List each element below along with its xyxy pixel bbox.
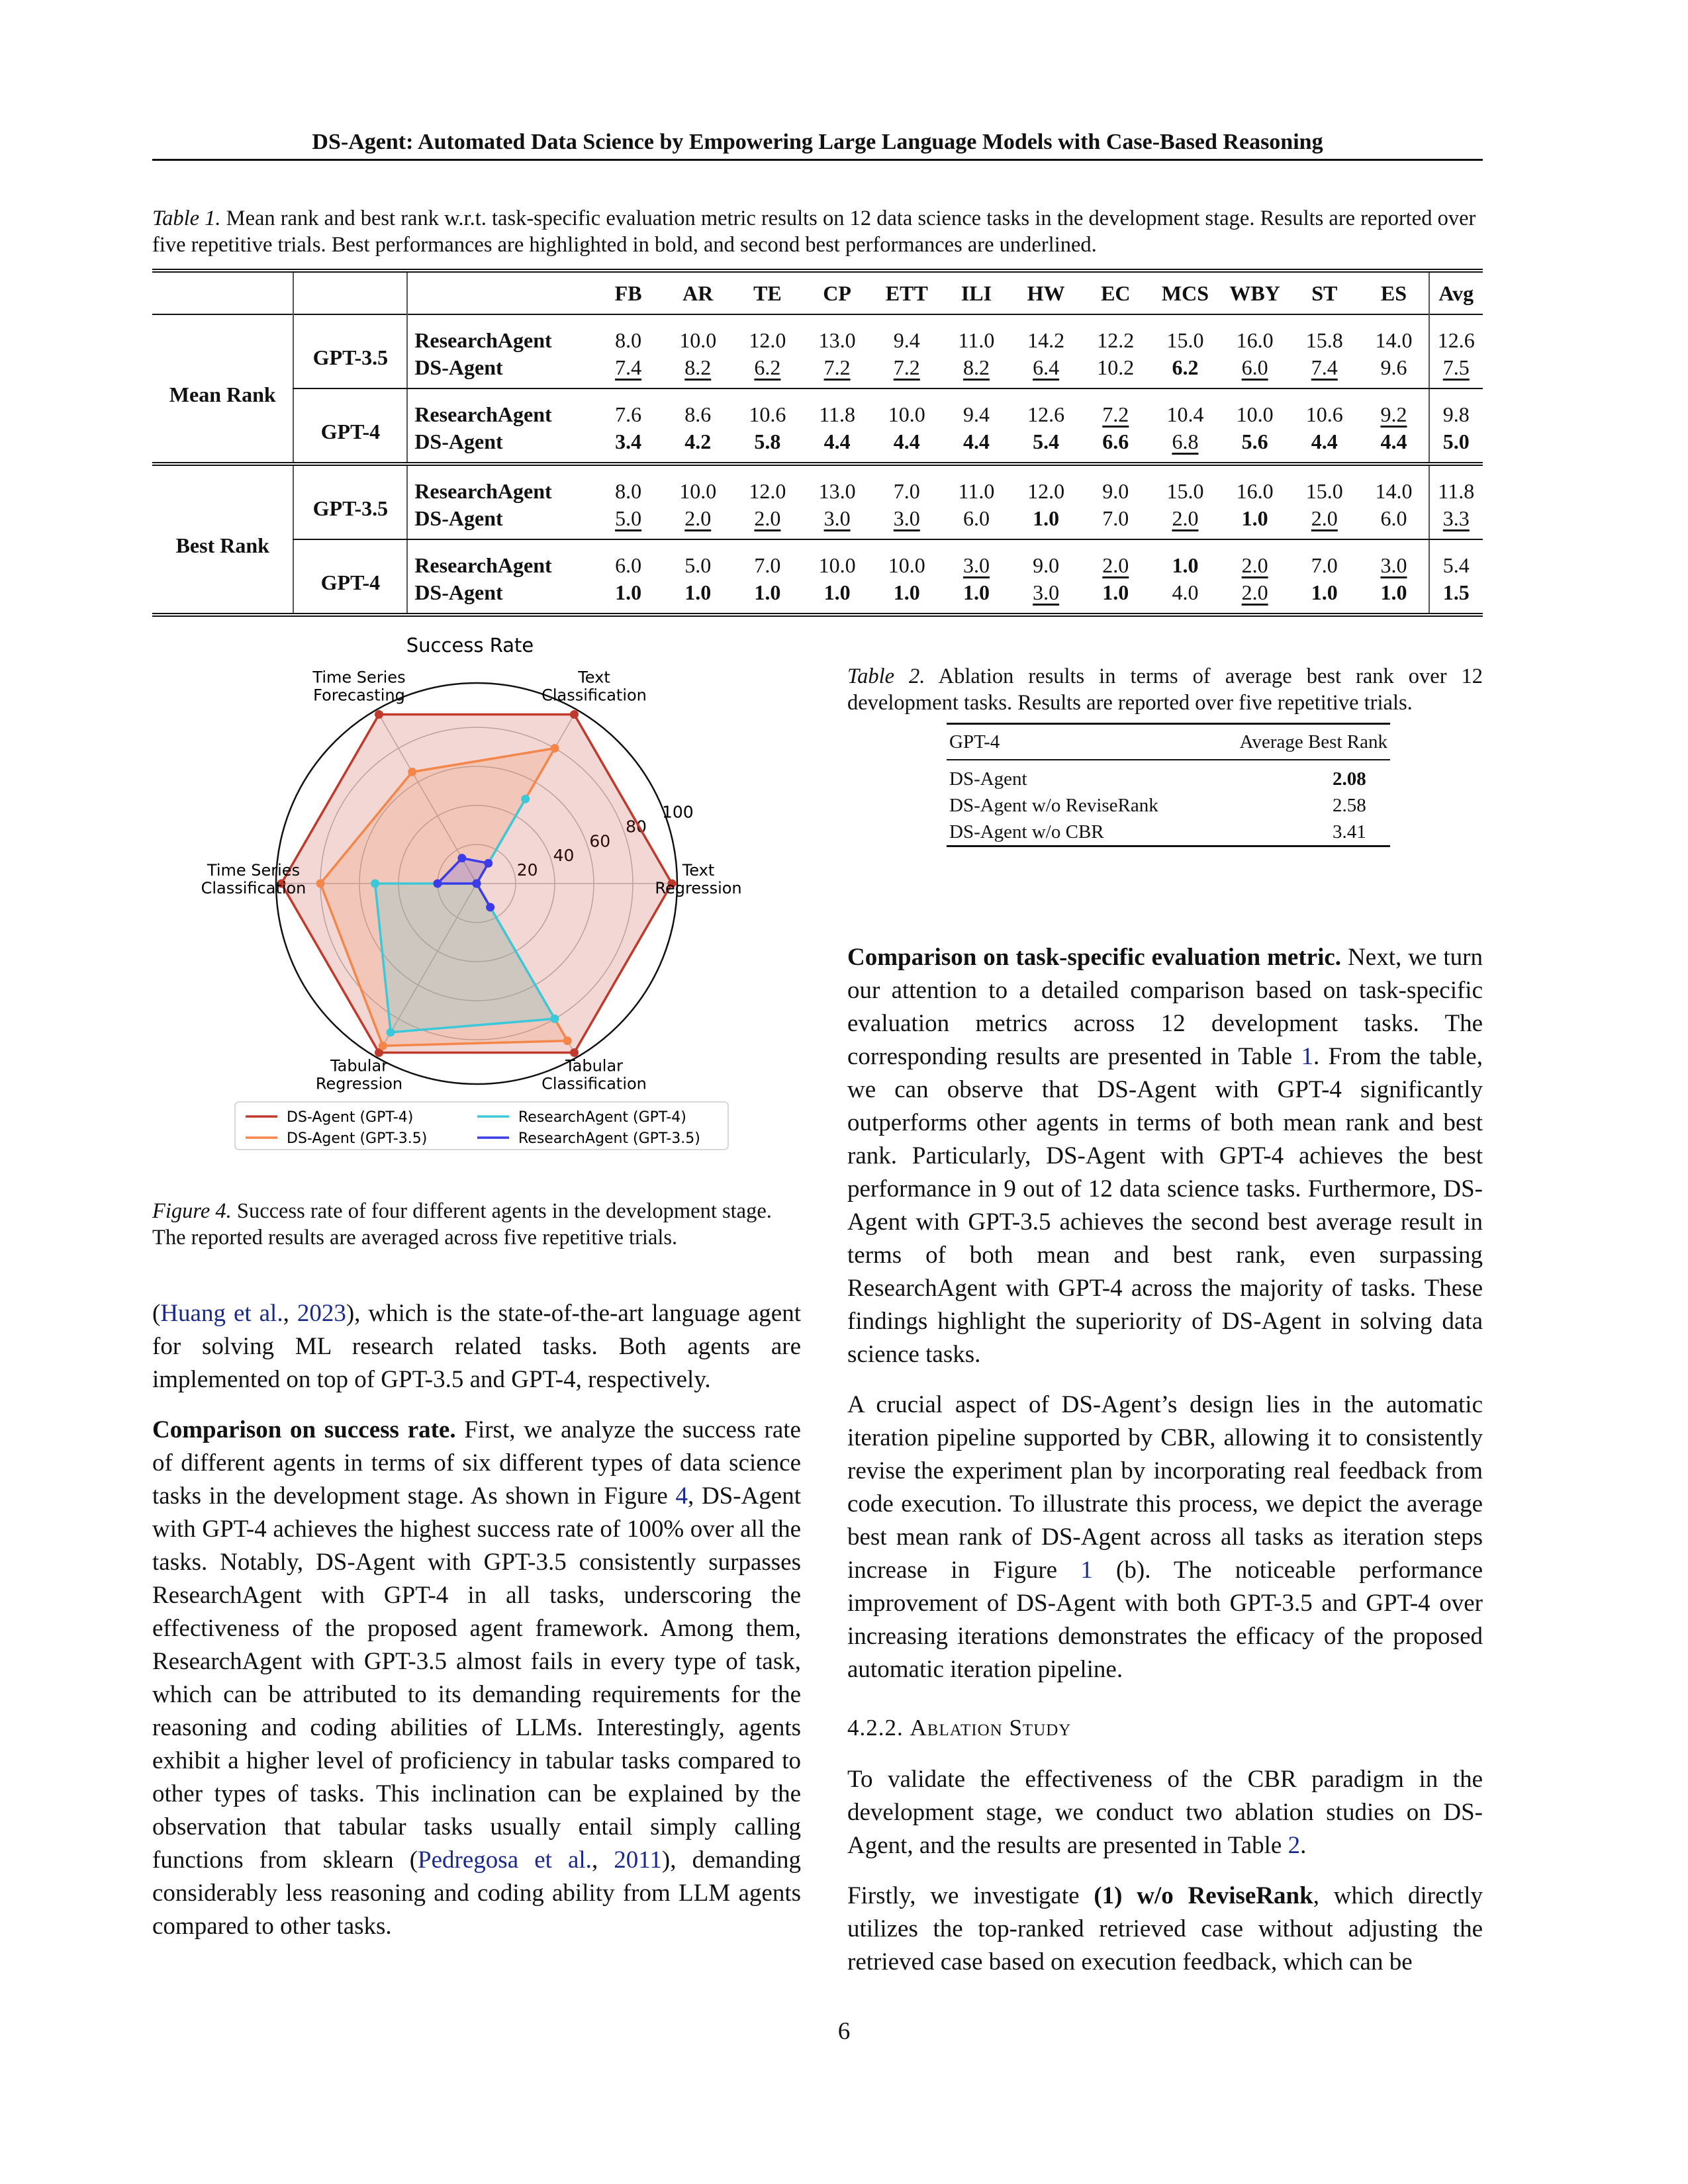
table-cell: 6.6 — [1102, 430, 1129, 453]
legend-label: ResearchAgent (GPT-4) — [518, 1109, 686, 1126]
column-header: MCS — [1161, 281, 1209, 305]
data-point — [570, 1048, 579, 1057]
table2-caption-label: Table 2. — [847, 664, 925, 688]
table2-variant: DS-Agent — [949, 768, 1027, 790]
table-cell: 9.0 — [1102, 479, 1129, 503]
table-ref-link[interactable]: 2 — [1288, 1832, 1301, 1859]
data-point — [408, 768, 416, 776]
column-header: AR — [682, 281, 714, 305]
figure4-caption-text: Success rate of four different agents in the development stage. The reported results are averaged across five repetitive trials. — [152, 1199, 772, 1250]
table-ref-link[interactable]: 1 — [1301, 1043, 1313, 1070]
radial-tick-label: 60 — [589, 831, 611, 851]
table-cell: 10.0 — [679, 328, 717, 352]
text-span: ), which is the state-of-the-art language agent for solving ML research related tasks. Both agents are implemented on top of GPT-3.5 and GPT-4, respectively. — [152, 1300, 802, 1393]
category-label: Time Series Classification — [201, 861, 306, 897]
results-table — [152, 269, 1483, 617]
data-point — [387, 1028, 395, 1036]
table-cell: 1.0 — [1311, 580, 1338, 604]
table1 — [152, 269, 1483, 617]
column-header: ETT — [885, 281, 928, 305]
table-cell: 5.0 — [1429, 428, 1483, 464]
table-row — [152, 388, 1483, 428]
table-cell: 2.0 — [733, 505, 802, 539]
text-span: First, we analyze the success rate of different agents in terms of six different types of data science tasks in the development stage. As shown in Figure — [152, 1416, 801, 1510]
agent-label: DS-Agent — [407, 505, 593, 539]
category-label: Time Series Forecasting — [312, 668, 406, 705]
table2-value: 2.58 — [1333, 794, 1366, 816]
table-cell: 1.0 — [1011, 505, 1081, 539]
table-cell: 4.2 — [684, 430, 712, 453]
table2-value: 2.08 — [1333, 768, 1366, 790]
left-paragraph-1 — [152, 1297, 801, 1396]
agent-label: DS-Agent — [407, 354, 593, 388]
data-point — [434, 880, 442, 888]
data-point — [473, 880, 481, 888]
table-cell: 5.4 — [1429, 539, 1483, 579]
data-point — [457, 854, 466, 862]
table-cell: 3.0 — [962, 553, 990, 577]
table-cell: 2.0 — [1102, 553, 1129, 577]
data-point — [371, 880, 379, 888]
table-cell: 9.6 — [1359, 354, 1429, 388]
column-header: WBY — [1229, 281, 1280, 305]
column-header: EC — [1101, 281, 1131, 305]
table-cell: 7.0 — [1311, 553, 1338, 577]
table-cell: 10.0 — [1236, 402, 1274, 426]
section-title: Ablation Study — [910, 1715, 1072, 1741]
text-span: , which directly utilizes the top-ranked retrieved case without adjusting the retrieved case based on execution feedback, which can be — [847, 1882, 1483, 1976]
legend-label: DS-Agent (GPT-4) — [287, 1109, 414, 1126]
text-span: (b). The noticeable performance improvement of DS-Agent with both GPT-3.5 and GPT-4 over increasing iterations demonstrates the efficacy of the proposed automatic iteration pipeline. — [847, 1557, 1483, 1683]
table-cell: 9.2 — [1380, 402, 1407, 426]
table-cell: 2.0 — [1150, 505, 1220, 539]
table-cell: 8.0 — [615, 479, 642, 503]
table-cell: 6.2 — [1150, 354, 1220, 388]
table2-head-model: GPT-4 — [947, 724, 1205, 760]
table-cell: 1.0 — [823, 580, 851, 604]
data-point — [379, 1042, 387, 1050]
table1-caption-label: Table 1. — [152, 206, 221, 230]
legend-label: DS-Agent (GPT-3.5) — [287, 1130, 428, 1147]
table-cell: 12.0 — [749, 479, 786, 503]
paragraph-heading: Comparison on success rate. — [152, 1416, 456, 1443]
table2-caption — [847, 663, 1483, 716]
table-cell: 10.0 — [818, 553, 856, 577]
table-cell: 16.0 — [1236, 479, 1274, 503]
table-cell: 10.0 — [888, 553, 925, 577]
radial-tick-label: 20 — [516, 860, 538, 880]
agent-label: ResearchAgent — [407, 539, 593, 579]
table-cell: 6.0 — [941, 505, 1011, 539]
figure4-caption-label: Figure 4. — [152, 1199, 232, 1223]
table-cell: 2.0 — [1241, 553, 1268, 577]
citation-link[interactable]: Pedregosa et al. — [418, 1846, 592, 1874]
table-cell: 1.5 — [1429, 579, 1483, 615]
agent-label: ResearchAgent — [407, 464, 593, 505]
figure4-caption — [152, 1198, 801, 1251]
table-cell: 10.2 — [1081, 354, 1150, 388]
model-label: GPT-3.5 — [293, 314, 407, 388]
figure-ref-link[interactable]: 1 — [1080, 1557, 1093, 1584]
table-cell: 4.4 — [1311, 430, 1338, 453]
table-cell: 7.5 — [1429, 354, 1483, 388]
agent-label: ResearchAgent — [407, 314, 593, 354]
table-cell: 10.0 — [679, 479, 717, 503]
right-column — [847, 941, 1483, 1979]
column-header: ES — [1380, 281, 1407, 305]
column-header: FB — [614, 281, 642, 305]
text-span: . — [1300, 1832, 1307, 1859]
table-cell: 3.3 — [1429, 505, 1483, 539]
text-span: , — [591, 1846, 614, 1874]
table-row — [152, 539, 1483, 579]
text-span: Next, we turn our attention to a detailed comparison based on task-specific evaluation metrics across 12 development tasks. The corresponding results are presented in Table — [847, 944, 1483, 1070]
data-point — [375, 710, 383, 719]
table-cell: 3.0 — [1033, 580, 1060, 604]
table2-row — [947, 792, 1390, 819]
table-cell: 7.4 — [594, 354, 663, 388]
table-cell: 5.0 — [594, 505, 663, 539]
corner-cell — [152, 271, 293, 314]
table-cell: 3.4 — [615, 430, 642, 453]
table-cell: 4.4 — [823, 430, 851, 453]
citation-year-link[interactable]: 2023 — [297, 1300, 346, 1327]
table-cell: 10.6 — [749, 402, 786, 426]
running-header: DS-Agent: Automated Data Science by Empowering Large Language Models with Case-Based Reasoning — [312, 130, 1323, 154]
text-span: ), demanding considerably less reasoning and coding ability from LLM agents compared to other tasks. — [152, 1846, 801, 1940]
data-point — [521, 795, 530, 803]
radial-tick-label: 100 — [661, 802, 694, 822]
table1-caption-text: Mean rank and best rank w.r.t. task-specific evaluation metric results on 12 data science tasks in the development stage. Results are reported over five repetitive trials. Best performances are highlighted in bold, and second best performances are underlined. — [152, 206, 1476, 257]
table-cell: 10.0 — [888, 402, 925, 426]
table-cell: 7.0 — [893, 479, 920, 503]
table-cell: 5.8 — [754, 430, 781, 453]
column-header: ST — [1311, 281, 1338, 305]
table-cell: 6.0 — [1220, 354, 1289, 388]
model-header-cell — [293, 271, 407, 314]
table-cell: 14.0 — [1375, 479, 1413, 503]
data-point — [316, 880, 325, 888]
table-cell: 5.0 — [684, 553, 712, 577]
model-label: GPT-4 — [293, 388, 407, 464]
table2-variant: DS-Agent w/o CBR — [947, 819, 1205, 846]
table-cell: 12.0 — [1027, 479, 1065, 503]
table-cell: 7.2 — [872, 354, 941, 388]
right-paragraph-2 — [847, 1388, 1483, 1686]
category-label: Text Regression — [655, 861, 742, 897]
table-cell: 1.0 — [684, 580, 712, 604]
table-cell: 9.8 — [1429, 388, 1483, 428]
success-rate-radar-chart — [199, 635, 768, 1165]
text-span: A crucial aspect of DS-Agent’s design lies in the automatic iteration pipeline supported by CBR, allowing it to consistently revise the experiment plan by incorporating real feedback from code execution. To illustrate this process, we depict the average best mean rank of DS-Agent across all tasks as iteration steps increase in Figure — [847, 1391, 1483, 1584]
data-point — [551, 744, 559, 752]
table-cell: 12.0 — [749, 328, 786, 352]
table-cell: 15.0 — [1166, 479, 1204, 503]
table-cell: 7.6 — [615, 402, 642, 426]
left-paragraph-2 — [152, 1414, 801, 1943]
column-header: ILI — [961, 281, 992, 305]
table-cell: 16.0 — [1236, 328, 1274, 352]
radial-tick-label: 80 — [626, 817, 647, 837]
table-cell: 14.2 — [1027, 328, 1065, 352]
right-paragraph-3 — [847, 1763, 1483, 1862]
section-heading — [847, 1711, 1483, 1745]
legend-label: ResearchAgent (GPT-3.5) — [518, 1130, 700, 1147]
table-cell: 3.0 — [872, 505, 941, 539]
data-point — [570, 710, 579, 719]
table-cell: 7.0 — [754, 553, 781, 577]
table-cell: 4.4 — [962, 430, 990, 453]
table-cell: 6.4 — [1011, 354, 1081, 388]
radial-tick-label: 40 — [553, 846, 575, 866]
table-cell: 14.0 — [1375, 328, 1413, 352]
table-cell: 1.0 — [1172, 553, 1199, 577]
agent-label: DS-Agent — [407, 579, 593, 615]
column-header: CP — [823, 281, 851, 305]
text-span: , DS-Agent with GPT-4 achieves the highest success rate of 100% over all the tasks. Notably, DS-Agent with GPT-3.5 consistently surpasses ResearchAgent with GPT-4 in all tasks, underscoring the effectiveness of the proposed agent framework. Among them, ResearchAgent with GPT-3.5 almost fails in every type of task, which can be attributed to its demanding requirements for the reasoning and coding abilities of LLMs. Interestingly, agents exhibit a higher level of proficiency in tabular tasks compared to other types of tasks. This inclination can be explained by the observation that tabular tasks usually entail simply calling functions from sklearn ( — [152, 1482, 801, 1874]
table-cell: 12.6 — [1027, 402, 1065, 426]
table2-caption-text: Ablation results in terms of average best rank over 12 development tasks. Results are reported over five repetitive trials. — [847, 664, 1483, 715]
right-paragraph-1 — [847, 941, 1483, 1371]
section-label: Mean Rank — [152, 314, 293, 464]
right-paragraph-4 — [847, 1880, 1483, 1979]
bold-term: (1) w/o ReviseRank — [1094, 1882, 1313, 1909]
page-number: 6 — [837, 2018, 851, 2045]
table1-caption — [152, 205, 1483, 258]
table-cell: 1.0 — [962, 580, 990, 604]
header-rule — [152, 159, 1483, 161]
table-cell: 1.0 — [1220, 505, 1289, 539]
table-cell: 7.2 — [1102, 402, 1129, 426]
left-column — [152, 1297, 801, 1943]
table-cell: 7.2 — [802, 354, 872, 388]
table-row — [152, 314, 1483, 354]
text-span: ( — [152, 1300, 161, 1327]
agent-label: ResearchAgent — [407, 388, 593, 428]
table-cell: 6.8 — [1172, 430, 1199, 453]
section-number: 4.2.2. — [847, 1715, 904, 1741]
table-cell: 8.2 — [941, 354, 1011, 388]
text-span: . From the table, we can observe that DS-Agent with GPT-4 significantly outperforms other agents in terms of both mean rank and best rank. Particularly, DS-Agent with GPT-4 achieves the best performance in 9 out of 12 data science tasks. Furthermore, DS-Agent with GPT-3.5 achieves the second best average result in terms of both mean and best rank, even surpassing ResearchAgent with GPT-4 across the majority of tasks. These findings highlight the superiority of DS-Agent in solving data science tasks. — [847, 1043, 1483, 1368]
table-cell: 3.0 — [802, 505, 872, 539]
table2-row — [947, 819, 1390, 846]
table-cell: 9.4 — [962, 402, 990, 426]
table-cell: 12.2 — [1097, 328, 1135, 352]
table-cell: 10.6 — [1305, 402, 1343, 426]
table-cell: 13.0 — [818, 328, 856, 352]
table-cell: 2.0 — [663, 505, 733, 539]
table-cell: 5.6 — [1241, 430, 1268, 453]
table-cell: 6.0 — [1359, 505, 1429, 539]
table-cell: 2.0 — [1241, 580, 1268, 604]
text-span: , — [283, 1300, 297, 1327]
table2 — [947, 723, 1390, 847]
table-cell: 13.0 — [818, 479, 856, 503]
chart-title: Success Rate — [406, 635, 534, 657]
table2-row — [947, 760, 1390, 792]
paragraph-heading: Comparison on task-specific evaluation metric. — [847, 944, 1342, 971]
table2-variant: DS-Agent w/o ReviseRank — [949, 794, 1158, 816]
table-cell: 8.0 — [615, 328, 642, 352]
agent-header-cell — [407, 271, 593, 314]
column-header: HW — [1027, 281, 1065, 305]
table-cell: 11.8 — [1429, 464, 1483, 505]
table-cell: 3.0 — [1380, 553, 1407, 577]
table2-head-metric: Average Best Rank — [1205, 724, 1390, 760]
table-cell: 9.0 — [1033, 553, 1060, 577]
table-cell: 4.0 — [1172, 580, 1199, 604]
agent-label: DS-Agent — [407, 428, 593, 464]
citation-year-link[interactable]: 2011 — [614, 1846, 662, 1874]
category-label: Tabular Classification — [541, 1056, 647, 1093]
table-cell: 1.0 — [1102, 580, 1129, 604]
table-cell: 12.6 — [1429, 314, 1483, 354]
table-cell: 1.0 — [754, 580, 781, 604]
citation-link[interactable]: Huang et al. — [160, 1300, 283, 1327]
table-cell: 11.0 — [958, 328, 995, 352]
data-point — [484, 859, 492, 868]
table2-value: 3.41 — [1205, 819, 1390, 846]
table-cell: 8.2 — [663, 354, 733, 388]
category-label: Text Classification — [541, 668, 647, 705]
column-header: TE — [753, 281, 782, 305]
table-cell: 1.0 — [1380, 580, 1407, 604]
table-cell: 4.4 — [893, 430, 920, 453]
data-point — [563, 1036, 572, 1045]
table-cell: 15.0 — [1166, 328, 1204, 352]
table-cell: 7.4 — [1289, 354, 1359, 388]
table-cell: 11.8 — [819, 402, 855, 426]
section-label: Best Rank — [152, 464, 293, 615]
table-cell: 10.4 — [1166, 402, 1204, 426]
model-label: GPT-4 — [293, 539, 407, 615]
model-label: GPT-3.5 — [293, 464, 407, 539]
category-label: Tabular Regression — [315, 1056, 403, 1093]
table-cell: 6.2 — [733, 354, 802, 388]
text-span: To validate the effectiveness of the CBR paradigm in the development stage, we conduct two ablation studies on DS-Agent, and the results are presented in Table — [847, 1766, 1483, 1859]
ablation-table — [947, 723, 1390, 847]
table-row — [152, 464, 1483, 505]
data-point — [486, 903, 494, 911]
table-cell: 15.0 — [1305, 479, 1343, 503]
table-cell: 15.8 — [1305, 328, 1343, 352]
table-cell: 2.0 — [1289, 505, 1359, 539]
table-cell: 8.6 — [684, 402, 712, 426]
table-cell: 7.0 — [1081, 505, 1150, 539]
table-cell: 1.0 — [893, 580, 920, 604]
table-cell: 6.0 — [615, 553, 642, 577]
column-header: Avg — [1429, 271, 1483, 314]
figure-ref-link[interactable]: 4 — [675, 1482, 688, 1510]
table-cell: 4.4 — [1380, 430, 1407, 453]
table-cell: 5.4 — [1033, 430, 1060, 453]
table-cell: 11.0 — [958, 479, 995, 503]
text-span: Firstly, we investigate — [847, 1882, 1094, 1909]
table-cell: 1.0 — [615, 580, 642, 604]
table-cell: 9.4 — [893, 328, 920, 352]
data-point — [551, 1015, 559, 1023]
